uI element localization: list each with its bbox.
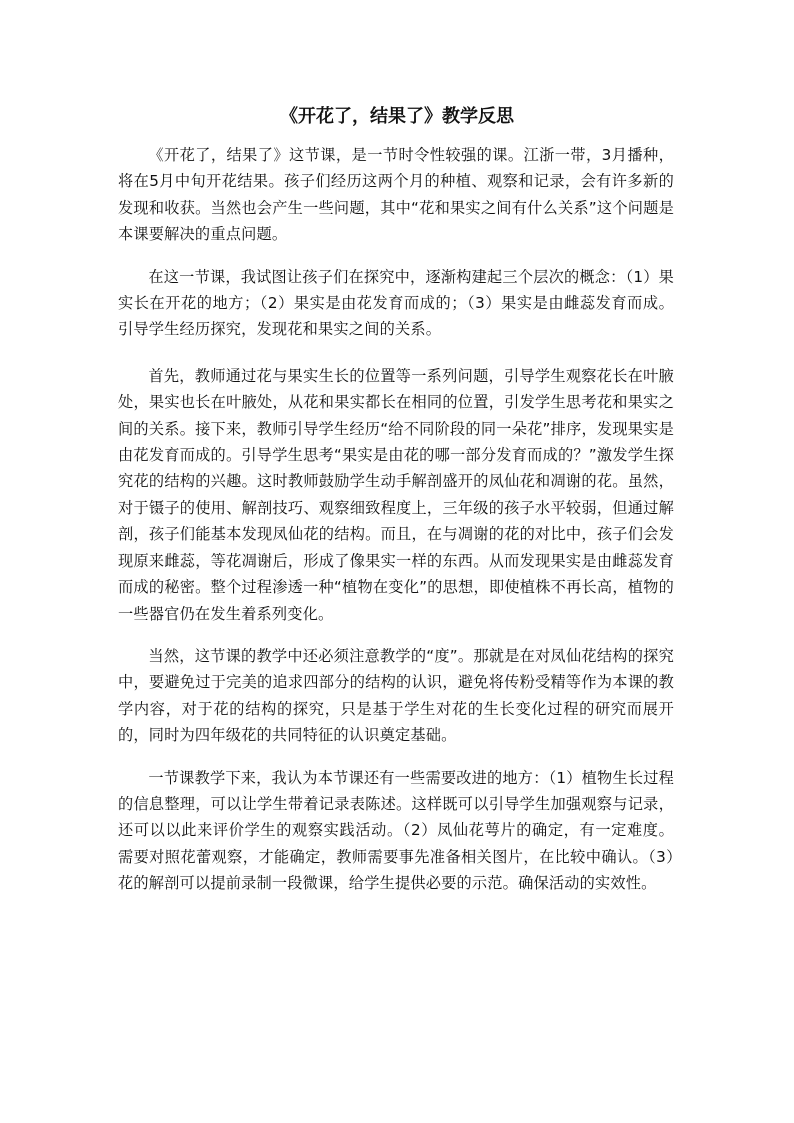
document-body (118, 142, 674, 913)
paragraph-5: 一节课教学下来，我认为本节课还有一些需要改进的地方：（1）植物生长过程的信息整理，可以让学生带着记录表陈述。这样既可以引导学生加强观察与记录，还可以以此来评价学生的观察实践活动。（2）凤仙花萼片的确定，有一定难度。需要对照花蕾观察，才能确定，教师需要事先准备相关图片，在比较中确认。（3）花的解剖可以提前录制一段微课，给学生提供必要的示范。确保活动的实效性。 (118, 768, 674, 893)
paragraph-4: 当然，这节课的教学中还必须注意教学的“度”。那就是在对凤仙花结构的探究中，要避免过于完美的追求四部分的结构的认识，避免将传粉受精等作为本课的教学内容，对于花的结构的探究，只是基于学生对花的生长变化过程的研究而展开的，同时为四年级花的共同特征的认识奠定基础。 (118, 646, 674, 745)
document-title: 《开花了，结果了》教学反思 (280, 106, 514, 127)
paragraph-2: 在这一节课，我试图让孩子们在探究中，逐渐构建起三个层次的概念：（1）果实长在开花的地方；（2）果实是由花发育而成的；（3）果实是由雌蕊发育而成。引导学生经历探究，发现花和果实之间的关系。 (118, 267, 674, 339)
paragraph-3: 首先，教师通过花与果实生长的位置等一系列问题，引导学生观察花长在叶腋处，果实也长在叶腋处，从花和果实都长在相同的位置，引发学生思考花和果实之间的关系。接下来，教师引导学生经历“给不同阶段的同一朵花”排序，发现果实是由花发育而成的。引导学生思考“果实是由花的哪一部分发育而成的？”激发学生探究花的结构的兴趣。这时教师鼓励学生动手解剖盛开的凤仙花和凋谢的花。虽然，对于镊子的使用、解剖技巧、观察细致程度上，三年级的孩子水平较弱，但通过解剖，孩子们能基本发现凤仙花的结构。而且，在与凋谢的花的对比中，孩子们会发现原来雌蕊，等花凋谢后，形成了像果实一样的东西。从而发现果实是由雌蕊发育而成的秘密。整个过程渗透一种“植物在变化”的思想，即使植株不再长高，植物的一些器官仍在发生着系列变化。 (118, 366, 674, 623)
paragraph-1: 《开花了，结果了》这节课，是一节时令性较强的课。江浙一带，3月播种，将在5月中旬开花结果。孩子们经历这两个月的种植、观察和记录，会有许多新的发现和收获。当然也会产生一些问题，其中“花和果实之间有什么关系”这个问题是本课要解决的重点问题。 (118, 146, 674, 244)
